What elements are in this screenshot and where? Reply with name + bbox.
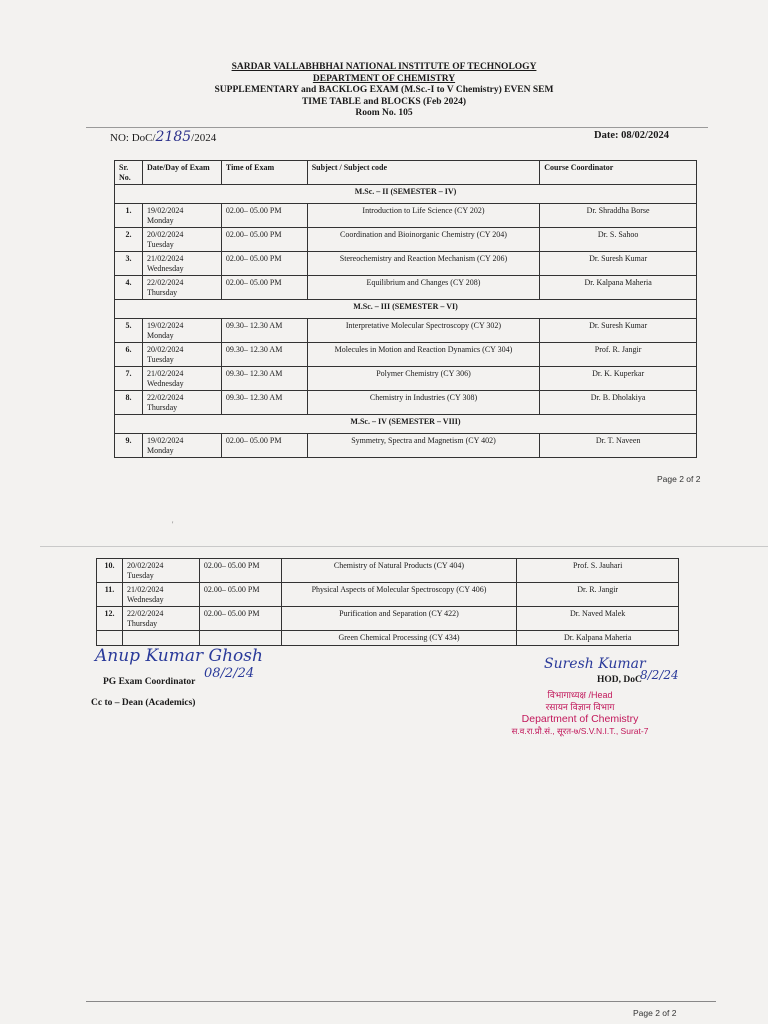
exam-day: Monday [146,215,174,225]
coordinator-signature: Anup Kumar Ghosh [95,646,263,666]
institute-name: SARDAR VALLABHBHAI NATIONAL INSTITUTE OF TECHNOLOGY [231,62,537,72]
exam-day: Thursday [126,618,158,628]
cell-coordinator: Dr. K. Kuperkar [540,367,697,391]
department-stamp [500,689,660,737]
cell-time: 09.30– 12.30 AM [221,391,307,415]
table-row [115,276,697,300]
cell-sr-no: 3. [115,252,143,276]
col-header-subject: Subject / Subject code [307,161,540,185]
cell-time: 02.00– 05.00 PM [221,204,307,228]
cell-sr-no: 8. [115,391,143,415]
top-divider [86,127,708,128]
cell-coordinator: Dr. Naved Malek [517,607,679,631]
table-row [115,252,697,276]
cell-time: 09.30– 12.30 AM [221,343,307,367]
cell-date-day [142,391,221,415]
cell-sr-no: 12. [97,607,123,631]
exam-day: Thursday [146,402,178,412]
table-row [97,607,679,631]
cell-coordinator: Dr. T. Naveen [540,434,697,458]
stamp-line-4: स.व.रा.प्रौ.सं., सूरत-७/S.V.N.I.T., Surat-7 [511,726,649,736]
issue-date: Date: 08/02/2024 [594,130,669,141]
coordinator-signature-date: 08/2/24 [204,666,255,681]
cell-subject: Chemistry in Industries (CY 308) [307,391,540,415]
coordinator-title: PG Exam Coordinator [103,677,196,687]
cell-time: 02.00– 05.00 PM [221,434,307,458]
exam-day: Wednesday [126,594,164,604]
cell-sr-no: 1. [115,204,143,228]
page-split-divider [40,546,768,547]
exam-date: 20/02/2024 [146,230,184,239]
ref-suffix: /2024 [191,132,217,144]
col-header-time: Time of Exam [221,161,307,185]
exam-day: Tuesday [146,239,174,249]
table-row [115,391,697,415]
cell-date-day [142,276,221,300]
cell-coordinator: Dr. S. Sahoo [540,228,697,252]
cell-coordinator: Prof. R. Jangir [540,343,697,367]
ref-handwritten-number: 2185 [155,129,192,145]
cc-line: Cc to – Dean (Academics) [91,698,196,708]
exam-day: Thursday [146,287,178,297]
cell-time: 09.30– 12.30 AM [221,319,307,343]
cell-time: 02.00– 05.00 PM [199,607,281,631]
cell-date-day [122,607,199,631]
exam-date: 21/02/2024 [126,585,164,594]
cell-sr-no: 10. [97,559,123,583]
exam-date: 21/02/2024 [146,369,184,378]
cell-subject: Symmetry, Spectra and Magnetism (CY 402) [307,434,540,458]
exam-date: 21/02/2024 [146,254,184,263]
cell-sr-no: 2. [115,228,143,252]
exam-day: Monday [146,445,174,455]
exam-date: 22/02/2024 [146,278,184,287]
cell-sr-no [97,631,123,646]
exam-date: 19/02/2024 [146,206,184,215]
cell-sr-no: 4. [115,276,143,300]
cell-date-day [122,559,199,583]
table-row [115,434,697,458]
cell-coordinator: Dr. B. Dholakiya [540,391,697,415]
cell-date-day [142,204,221,228]
semester-title: M.Sc. – II (SEMESTER – IV) [115,185,697,204]
room-number: Room No. 105 [355,108,413,118]
cell-subject: Green Chemical Processing (CY 434) [281,631,517,646]
cell-date-day [142,252,221,276]
cell-sr-no: 7. [115,367,143,391]
cell-subject: Introduction to Life Science (CY 202) [307,204,540,228]
table-row [97,559,679,583]
cell-subject: Equilibrium and Changes (CY 208) [307,276,540,300]
exam-date: 22/02/2024 [126,609,164,618]
department-name: DEPARTMENT OF CHEMISTRY [312,73,456,84]
cell-date-day [142,434,221,458]
exam-date: 20/02/2024 [146,345,184,354]
exam-day: Tuesday [126,570,154,580]
timetable [114,160,697,458]
cell-coordinator: Dr. Shraddha Borse [540,204,697,228]
cell-coordinator: Dr. Kalpana Maheria [540,276,697,300]
timetable-continuation [96,558,679,646]
col-header-date: Date/Day of Exam [142,161,221,185]
semester-row [115,300,697,319]
cell-date-day [122,583,199,607]
cell-date-day [142,343,221,367]
cell-date-day [142,228,221,252]
reference-number [110,129,216,145]
semester-row [115,185,697,204]
semester-title: M.Sc. – III (SEMESTER – VI) [115,300,697,319]
cell-coordinator: Dr. R. Jangir [517,583,679,607]
stamp-line-2: रसायन विज्ञान विभाग [545,702,615,712]
col-header-coordinator: Course Coordinator [540,161,697,185]
exam-day: Tuesday [146,354,174,364]
exam-day: Wednesday [146,378,184,388]
col-header-sr: Sr. No. [115,161,143,185]
page-number-bottom: Page 2 of 2 [633,1008,677,1018]
exam-date: 22/02/2024 [146,393,184,402]
exam-day: Wednesday [146,263,184,273]
hod-title: HOD, DoC [597,675,642,685]
cell-sr-no: 9. [115,434,143,458]
exam-date: 19/02/2024 [146,321,184,330]
cell-subject: Molecules in Motion and Reaction Dynamics (CY 304) [307,343,540,367]
cell-coordinator: Prof. S. Jauhari [517,559,679,583]
hod-signature: Suresh Kumar [544,656,646,672]
stamp-line-3: Department of Chemistry [521,713,639,725]
cell-date-day [122,631,199,646]
table-row [115,319,697,343]
table-row [97,583,679,607]
cell-subject: Interpretative Molecular Spectroscopy (CY 302) [307,319,540,343]
stray-mark: ' [172,520,174,529]
cell-sr-no: 11. [97,583,123,607]
document-header [0,62,768,120]
cell-subject: Polymer Chemistry (CY 306) [307,367,540,391]
exam-date: 20/02/2024 [126,561,164,570]
cell-coordinator: Dr. Suresh Kumar [540,319,697,343]
cell-subject: Stereochemistry and Reaction Mechanism (CY 206) [307,252,540,276]
cell-sr-no: 6. [115,343,143,367]
table-row [115,204,697,228]
cell-sr-no: 5. [115,319,143,343]
exam-title: SUPPLEMENTARY and BACKLOG EXAM (M.Sc.-I to V Chemistry) EVEN SEM [214,85,554,95]
cell-time: 02.00– 05.00 PM [221,228,307,252]
table-row [115,367,697,391]
cell-time [199,631,281,646]
ref-prefix: NO: DoC/ [110,132,156,144]
exam-day: Monday [146,330,174,340]
cell-time: 02.00– 05.00 PM [221,252,307,276]
table-row [97,631,679,646]
cell-subject: Coordination and Bioinorganic Chemistry (CY 204) [307,228,540,252]
page-number-mid: Page 2 of 2 [657,474,701,484]
cell-time: 02.00– 05.00 PM [221,276,307,300]
table-row [115,228,697,252]
semester-title: M.Sc. – IV (SEMESTER – VIII) [115,415,697,434]
cell-date-day [142,319,221,343]
cell-subject: Purification and Separation (CY 422) [281,607,517,631]
semester-row [115,415,697,434]
cell-time: 09.30– 12.30 AM [221,367,307,391]
stamp-line-1: विभागाध्यक्ष /Head [547,690,613,700]
exam-date: 19/02/2024 [146,436,184,445]
table-row [115,343,697,367]
table-header-row [115,161,697,185]
footer-divider [86,1001,716,1002]
cell-time: 02.00– 05.00 PM [199,583,281,607]
hod-signature-date: 8/2/24 [640,668,679,682]
cell-date-day [142,367,221,391]
timetable-title: TIME TABLE and BLOCKS (Feb 2024) [301,96,467,107]
cell-coordinator: Dr. Kalpana Maheria [517,631,679,646]
cell-coordinator: Dr. Suresh Kumar [540,252,697,276]
cell-subject: Physical Aspects of Molecular Spectroscopy (CY 406) [281,583,517,607]
cell-time: 02.00– 05.00 PM [199,559,281,583]
cell-subject: Chemistry of Natural Products (CY 404) [281,559,517,583]
